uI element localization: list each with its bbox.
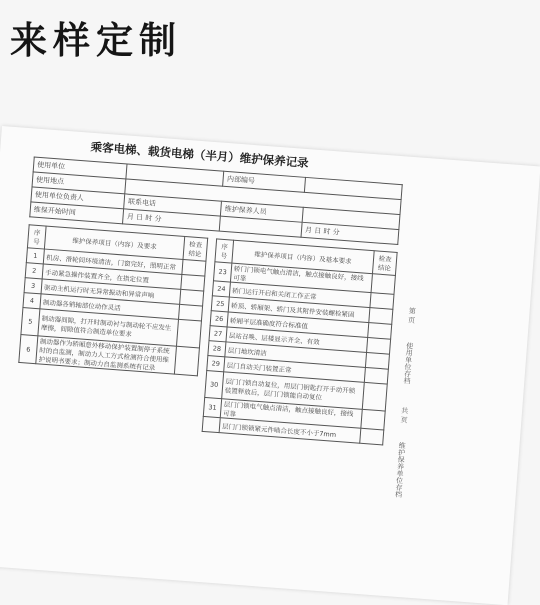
item-text: 制动器各销轴部位动作灵活 [40, 294, 180, 319]
item-text: 层门地坎清洁 [225, 342, 367, 368]
row-number: 5 [21, 308, 40, 336]
item-text: 轿门运行开启和关闭工作正常 [229, 282, 371, 308]
column-header: 维护保养项目（内容）及要求 [44, 226, 184, 259]
row-number: 6 [19, 335, 38, 364]
row-number: 3 [24, 278, 42, 294]
result-cell [180, 289, 204, 306]
item-text: 层站召唤、层楼显示齐全、有效 [226, 327, 368, 353]
header-cell: 维保开始时间 [30, 202, 124, 224]
result-cell [364, 367, 388, 384]
row-number: 28 [208, 341, 226, 357]
column-header: 检查结论 [183, 237, 208, 262]
item-text: 层门门锁电气触点清洁，触点接触良好，接线可靠 [220, 399, 362, 429]
left-items-table [18, 224, 208, 376]
column-header: 序号 [215, 239, 234, 263]
row-number: 2 [25, 263, 43, 279]
result-cell [361, 409, 385, 430]
header-cell: 月 日 时 分 [123, 209, 221, 231]
header-cell: 使用单位负责人 [31, 187, 125, 209]
row-number: 1 [26, 248, 44, 264]
maintenance-record-sheet [0, 126, 540, 605]
row-number: 25 [211, 296, 229, 312]
item-text: 层门自动关门装置正常 [224, 357, 366, 383]
result-cell [362, 382, 387, 411]
row-number: 26 [210, 311, 228, 327]
result-cell [360, 428, 384, 445]
row-number: 30 [205, 371, 224, 399]
margin-note: 使用单位存档 [402, 341, 414, 385]
header-cell: 联系电话 [124, 194, 222, 216]
item-text: 轿门门锁电气触点清洁，触点接触良好，接线可靠 [230, 263, 372, 293]
header-cell: 维护保养人员 [221, 201, 304, 222]
header-cell: 月 日 时 分 [301, 222, 399, 244]
column-header: 序号 [27, 225, 46, 249]
result-cell [176, 319, 201, 348]
item-text: 制动器作为轿厢意外移动保护装置制停子系统时的自监测，制动力人工方式检测符合使用维护说明书要求；制动力自监测系统有记录 [36, 336, 177, 374]
item-text: 制动器间隙，打开时制动衬与制动轮不应发生摩擦，间隙值符合制造单位要求 [38, 309, 179, 346]
margin-note: 第 页 [407, 306, 417, 324]
result-cell [367, 338, 391, 355]
result-cell [369, 308, 393, 325]
row-number: 29 [207, 356, 225, 372]
row-number: 27 [209, 326, 227, 342]
column-header: 维护保养项目（内容）及基本要求 [232, 240, 374, 274]
item-text: 层门门锁自动复位，用层门钥匙打开手动开锁装置释放后，层门门锁能自动复位 [222, 372, 365, 409]
row-number: 4 [23, 293, 41, 309]
margin-note: 维护保养单位存档 [394, 441, 407, 499]
result-cell [365, 352, 389, 369]
item-text: 轿厢平层准确度符合标准值 [227, 312, 369, 338]
result-cell [370, 293, 394, 310]
column-header: 检查结论 [372, 251, 397, 276]
item-text: 驱动主机运行时无异常振动和异常声响 [41, 279, 181, 304]
row-number [202, 416, 220, 432]
item-text: 手动紧急操作装置齐全，在指定位置 [42, 264, 182, 289]
result-cell [179, 304, 203, 321]
result-cell [181, 274, 205, 291]
result-cell [368, 323, 392, 340]
item-text: 层门门锁锁紧元件啮合长度不小于7mm [219, 418, 361, 444]
header-cell: 使用单位 [33, 157, 127, 179]
row-number: 31 [203, 397, 221, 417]
header-cell: 内部编号 [223, 171, 306, 192]
result-cell [371, 274, 395, 295]
item-text: 轿顶、轿厢架、轿门及其附件安装螺栓紧固 [228, 297, 370, 323]
document-title: 乘客电梯、载货电梯（半月）维护保养记录 [90, 139, 310, 171]
overlay-title: 来样定制 [10, 18, 182, 62]
row-number: 24 [212, 281, 230, 297]
item-text: 机房、滑轮间环境清洁，门窗完好，照明正常 [43, 249, 183, 274]
result-cell [182, 259, 206, 276]
result-cell [174, 346, 199, 376]
right-items-table [202, 238, 398, 445]
row-number: 23 [213, 262, 231, 282]
header-cell: 使用地点 [32, 172, 126, 194]
margin-note: 共 页 [399, 406, 410, 424]
